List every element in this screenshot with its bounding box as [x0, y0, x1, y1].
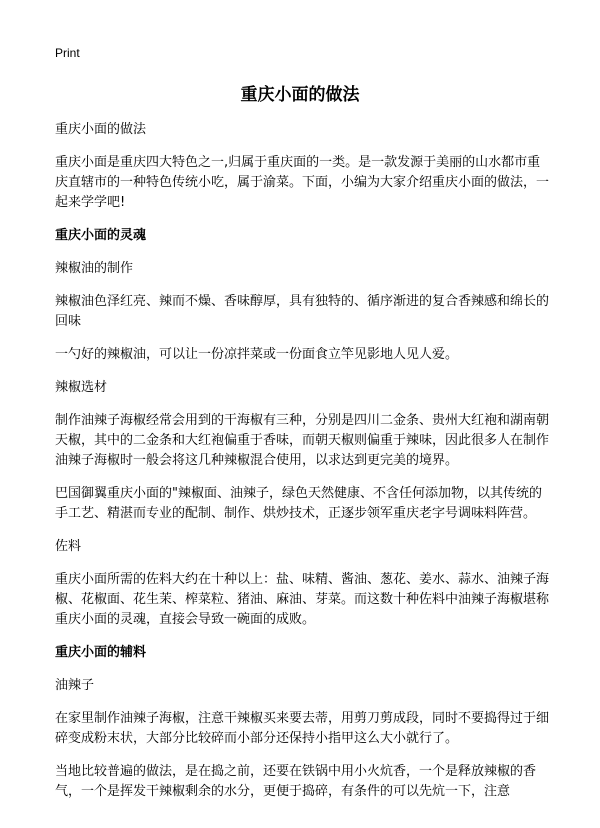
section-heading-soul: 重庆小面的灵魂	[55, 228, 147, 243]
subheading-chili-oil: 辣椒油的制作	[55, 261, 134, 276]
section-heading-accessories: 重庆小面的辅料	[55, 645, 147, 660]
paragraph-chili-oil-spoon: 一勺好的辣椒油，可以让一份凉拌菜或一份面食立竿见影地人见人爱。	[55, 347, 459, 362]
paragraph-chili-oil-desc: 辣椒油色泽红亮、辣而不燥、香味醇厚，具有独特的、循序渐进的复合香辣感和绵长的回味	[55, 294, 550, 329]
paragraph-seasoning-list: 重庆小面所需的佐料大约在十种以上：盐、味精、酱油、葱花、姜水、蒜水、油辣子海椒、花椒面、花生茉、榨菜粒、猪油、麻油、芽菜。而这数十种佐料中油辣子海椒堪称重庆小面的灵魂，直接会导致一碗面的成败。	[55, 572, 550, 627]
paragraph-local-method: 当地比较普遍的做法，是在捣之前，还要在铁锅中用小火炕香，一个是释放辣椒的香气，一个是挥发干辣椒剩余的水分，更便于捣碎，有条件的可以先炕一下，注意	[55, 764, 537, 799]
paragraph-chili-types: 制作油辣子海椒经常会用到的干海椒有三种，分别是四川二金条、贵州大红袍和湖南朝天椒，其中的二金条和大红袍偏重于香味，而朝天椒则偏重于辣味，因此很多人在制作油辣子海椒时一般会将这几种辣椒混合使用，以求达到更完美的境界。	[55, 413, 550, 468]
subheading-seasoning: 佐料	[55, 539, 82, 554]
article-body	[55, 120, 549, 815]
intro-paragraph: 重庆小面是重庆四大特色之一,归属于重庆面的一类。是一款发源于美丽的山水都市重庆直辖市的一种特色传统小吃，属于渝菜。下面，小编为大家介绍重庆小面的做法，一起来学学吧!	[55, 155, 550, 210]
subheading-chili-selection: 辣椒选材	[55, 380, 108, 395]
article-subtitle: 重庆小面的做法	[55, 122, 147, 137]
paragraph-bayu-brand: 巴国御翼重庆小面的"辣椒面、油辣子，绿色天然健康、不含任何添加物，以其传统的手工艺、精湛而专业的配制、制作、烘炒技术，正逐步领军重庆老字号调味料阵营。	[55, 486, 542, 521]
page-title: 重庆小面的做法	[240, 85, 360, 105]
subheading-oil-chili: 油辣子	[55, 678, 95, 693]
print-link[interactable]: Print	[55, 46, 80, 60]
paragraph-home-making: 在家里制作油辣子海椒，注意干辣椒买来要去蒂，用剪刀剪成段，同时不要捣得过于细碎变成粉末状，大部分比较碎而小部分还保持小指甲这么大小就行了。	[55, 711, 550, 746]
